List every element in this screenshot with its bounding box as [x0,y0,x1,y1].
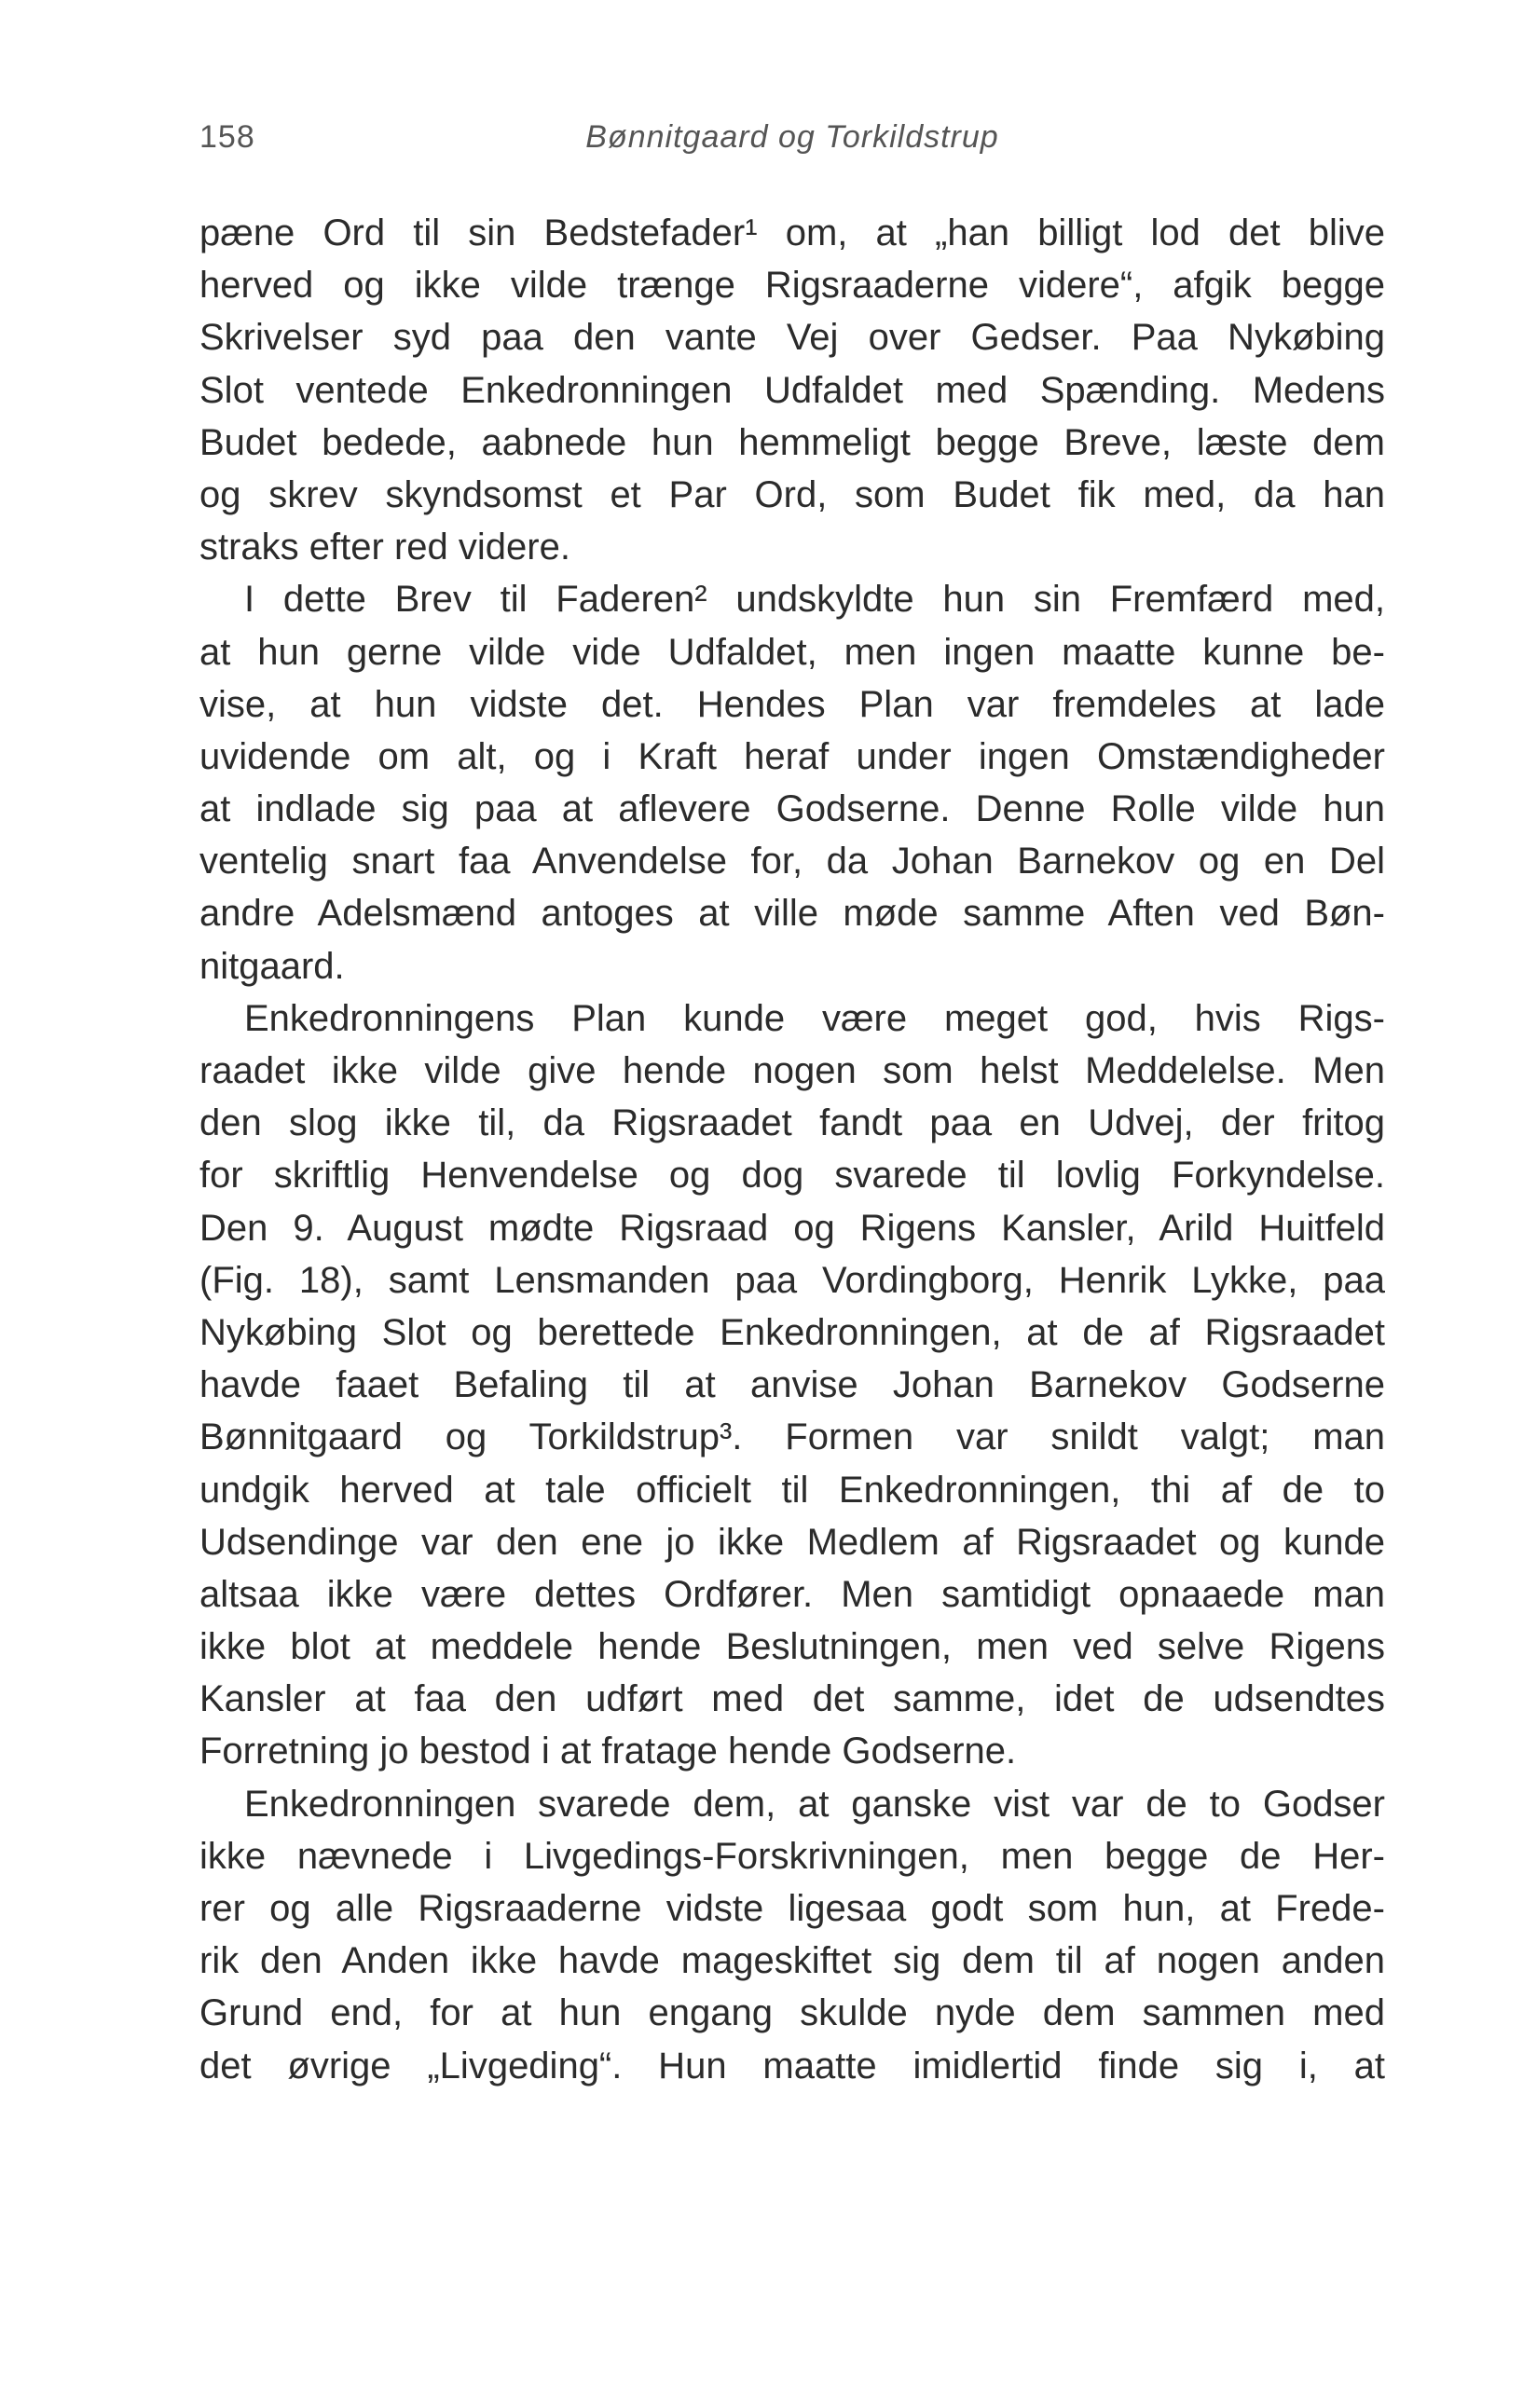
text-line: rer og alle Rigsraaderne vidste ligesaa godt som hun, at Frede- [199,1888,1385,1929]
text-line: ventelig snart faa Anvendelse for, da Johan Barnekov og en Del [199,841,1385,882]
text-line: rik den Anden ikke havde mageskiftet sig dem til af nogen anden [199,1940,1385,1982]
text-line: Forretning jo bestod i at fratage hende Godserne. [199,1731,1017,1772]
text-line: Bønnitgaard og Torkildstrup³. Formen var snildt valgt; man [199,1416,1385,1458]
text-line: for skriftlig Henvendelse og dog svarede til lovlig Forkyndelse. [199,1155,1385,1197]
page-number: 158 [199,119,255,155]
text-line: Kansler at faa den udført med det samme, idet de udsendtes [199,1678,1385,1720]
text-line: Den 9. August mødte Rigsraad og Rigens Kansler, Arild Huitfeld [199,1207,1385,1249]
text-line: Enkedronningens Plan kunde være meget god, hvis Rigs- [244,997,1385,1039]
text-line: det øvrige „Livgeding“. Hun maatte imidlertid finde sig i, at [199,2045,1385,2086]
text-line: Slot ventede Enkedronningen Udfaldet med Spænding. Medens [199,369,1385,411]
text-line: raadet ikke vilde give hende nogen som helst Meddelelse. Men [199,1050,1385,1091]
text-line: andre Adelsmænd antoges at ville møde samme Aften ved Bøn- [199,893,1385,935]
text-line: og skrev skyndsomst et Par Ord, som Budet fik med, da han [199,473,1385,515]
text-line: I dette Brev til Faderen² undskyldte hun sin Fremfærd med, [244,579,1385,621]
text-line: pæne Ord til sin Bedstefader¹ om, at „han billigt lod det blive [199,212,1385,253]
text-line: straks efter red videre. [199,527,570,568]
text-line: Nykøbing Slot og berettede Enkedronningen, at de af Rigsraadet [199,1311,1385,1353]
body-text [199,207,1385,2092]
text-line: Udsendinge var den ene jo ikke Medlem af Rigsraadet og kunde [199,1521,1385,1563]
text-line: (Fig. 18), samt Lensmanden paa Vordingborg, Henrik Lykke, paa [199,1259,1385,1301]
running-head [199,119,1385,166]
text-line: Enkedronningen svarede dem, at ganske vist var de to Godser [244,1783,1385,1825]
text-line: at hun gerne vilde vide Udfaldet, men ingen maatte kunne be- [199,631,1385,673]
text-line: Budet bedede, aabnede hun hemmeligt begge Breve, læste dem [199,421,1385,463]
text-line: den slog ikke til, da Rigsraadet fandt paa en Udvej, der fritog [199,1102,1385,1144]
text-line: vise, at hun vidste det. Hendes Plan var fremdeles at lade [199,683,1385,725]
text-line: havde faaet Befaling til at anvise Johan Barnekov Godserne [199,1364,1385,1406]
text-line: nitgaard. [199,945,345,987]
text-line: Skrivelser syd paa den vante Vej over Gedser. Paa Nykøbing [199,317,1385,359]
text-line: altsaa ikke være dettes Ordfører. Men samtidigt opnaaede man [199,1573,1385,1615]
text-line: Grund end, for at hun engang skulde nyde dem sammen med [199,1992,1385,2034]
text-line: uvidende om alt, og i Kraft heraf under ingen Omstændigheder [199,735,1385,777]
text-line: undgik herved at tale officielt til Enkedronningen, thi af de to [199,1469,1385,1511]
text-line: ikke nævnede i Livgedings-Forskrivningen, men begge de Her- [199,1835,1385,1877]
text-line: herved og ikke vilde trænge Rigsraaderne videre“, afgik begge [199,265,1385,307]
running-title: Bønnitgaard og Torkildstrup [585,119,999,155]
text-line: at indlade sig paa at aflevere Godserne. Denne Rolle vilde hun [199,788,1385,830]
text-line: ikke blot at meddele hende Beslutningen, men ved selve Rigens [199,1626,1385,1668]
